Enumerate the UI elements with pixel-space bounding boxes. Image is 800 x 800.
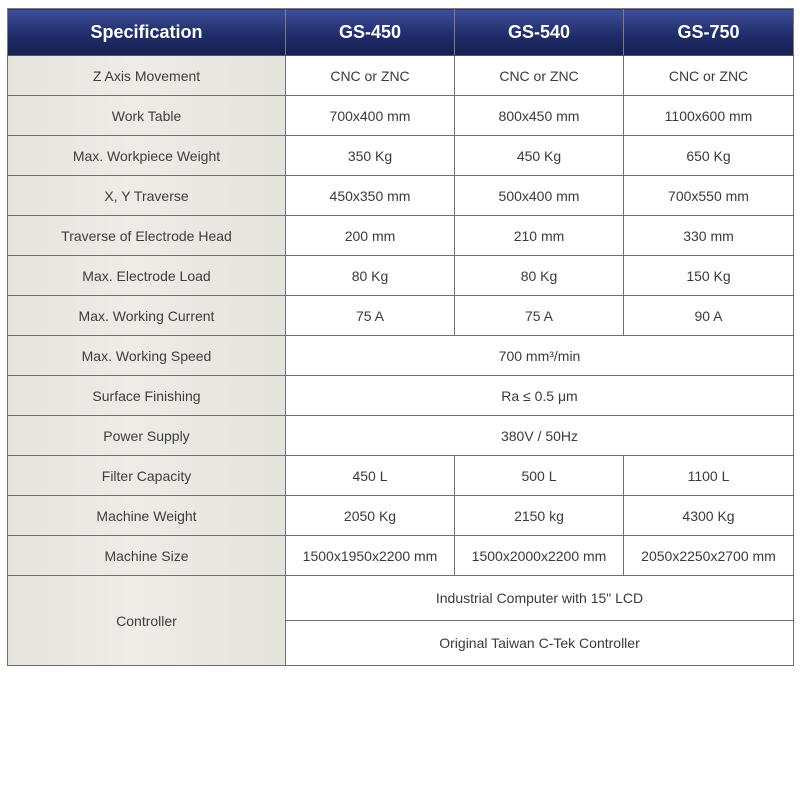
table-row [8,256,794,296]
cell-value: 210 mm [455,216,624,256]
specification-table [7,8,794,666]
header-gs-750: GS-750 [624,9,794,56]
cell-value: 800x450 mm [455,96,624,136]
row-label: Max. Workpiece Weight [8,136,286,176]
cell-value: 700x400 mm [286,96,455,136]
cell-value: CNC or ZNC [455,56,624,96]
cell-value: 500x400 mm [455,176,624,216]
row-label: Traverse of Electrode Head [8,216,286,256]
cell-value: 2050x2250x2700 mm [624,536,794,576]
cell-value: 75 A [455,296,624,336]
cell-value: CNC or ZNC [286,56,455,96]
row-label: X, Y Traverse [8,176,286,216]
table-row [8,376,794,416]
cell-shared-value: Ra ≤ 0.5 μm [286,376,794,416]
cell-shared-value: 700 mm³/min [286,336,794,376]
cell-value: 4300 Kg [624,496,794,536]
cell-value: 350 Kg [286,136,455,176]
cell-value: 75 A [286,296,455,336]
header-specification: Specification [8,9,286,56]
cell-value: 1100x600 mm [624,96,794,136]
row-label: Machine Weight [8,496,286,536]
cell-value: 500 L [455,456,624,496]
cell-value: 1100 L [624,456,794,496]
cell-value: 450x350 mm [286,176,455,216]
cell-value: 80 Kg [455,256,624,296]
header-gs-450: GS-450 [286,9,455,56]
table-row [8,96,794,136]
row-label: Max. Working Speed [8,336,286,376]
table-row [8,416,794,456]
cell-value: 450 L [286,456,455,496]
cell-value: 90 A [624,296,794,336]
table-row [8,176,794,216]
cell-value: 650 Kg [624,136,794,176]
header-row [8,9,794,56]
cell-value: CNC or ZNC [624,56,794,96]
cell-value: 2150 kg [455,496,624,536]
cell-value: 200 mm [286,216,455,256]
cell-value: 330 mm [624,216,794,256]
table-row [8,336,794,376]
table-row-controller [8,576,794,621]
cell-shared-value: 380V / 50Hz [286,416,794,456]
table-row [8,456,794,496]
table-row [8,496,794,536]
row-label: Work Table [8,96,286,136]
row-label: Max. Electrode Load [8,256,286,296]
table-row [8,536,794,576]
controller-option: Original Taiwan C-Tek Controller [286,621,794,666]
row-label: Surface Finishing [8,376,286,416]
cell-value: 2050 Kg [286,496,455,536]
cell-value: 1500x1950x2200 mm [286,536,455,576]
cell-value: 80 Kg [286,256,455,296]
row-label: Filter Capacity [8,456,286,496]
cell-value: 150 Kg [624,256,794,296]
row-label: Z Axis Movement [8,56,286,96]
controller-option: Industrial Computer with 15" LCD [286,576,794,621]
header-gs-540: GS-540 [455,9,624,56]
row-label: Max. Working Current [8,296,286,336]
cell-value: 700x550 mm [624,176,794,216]
row-label: Power Supply [8,416,286,456]
table-row [8,216,794,256]
table-row [8,136,794,176]
row-label: Controller [8,576,286,666]
table-row [8,296,794,336]
cell-value: 1500x2000x2200 mm [455,536,624,576]
row-label: Machine Size [8,536,286,576]
cell-value: 450 Kg [455,136,624,176]
table-row [8,56,794,96]
